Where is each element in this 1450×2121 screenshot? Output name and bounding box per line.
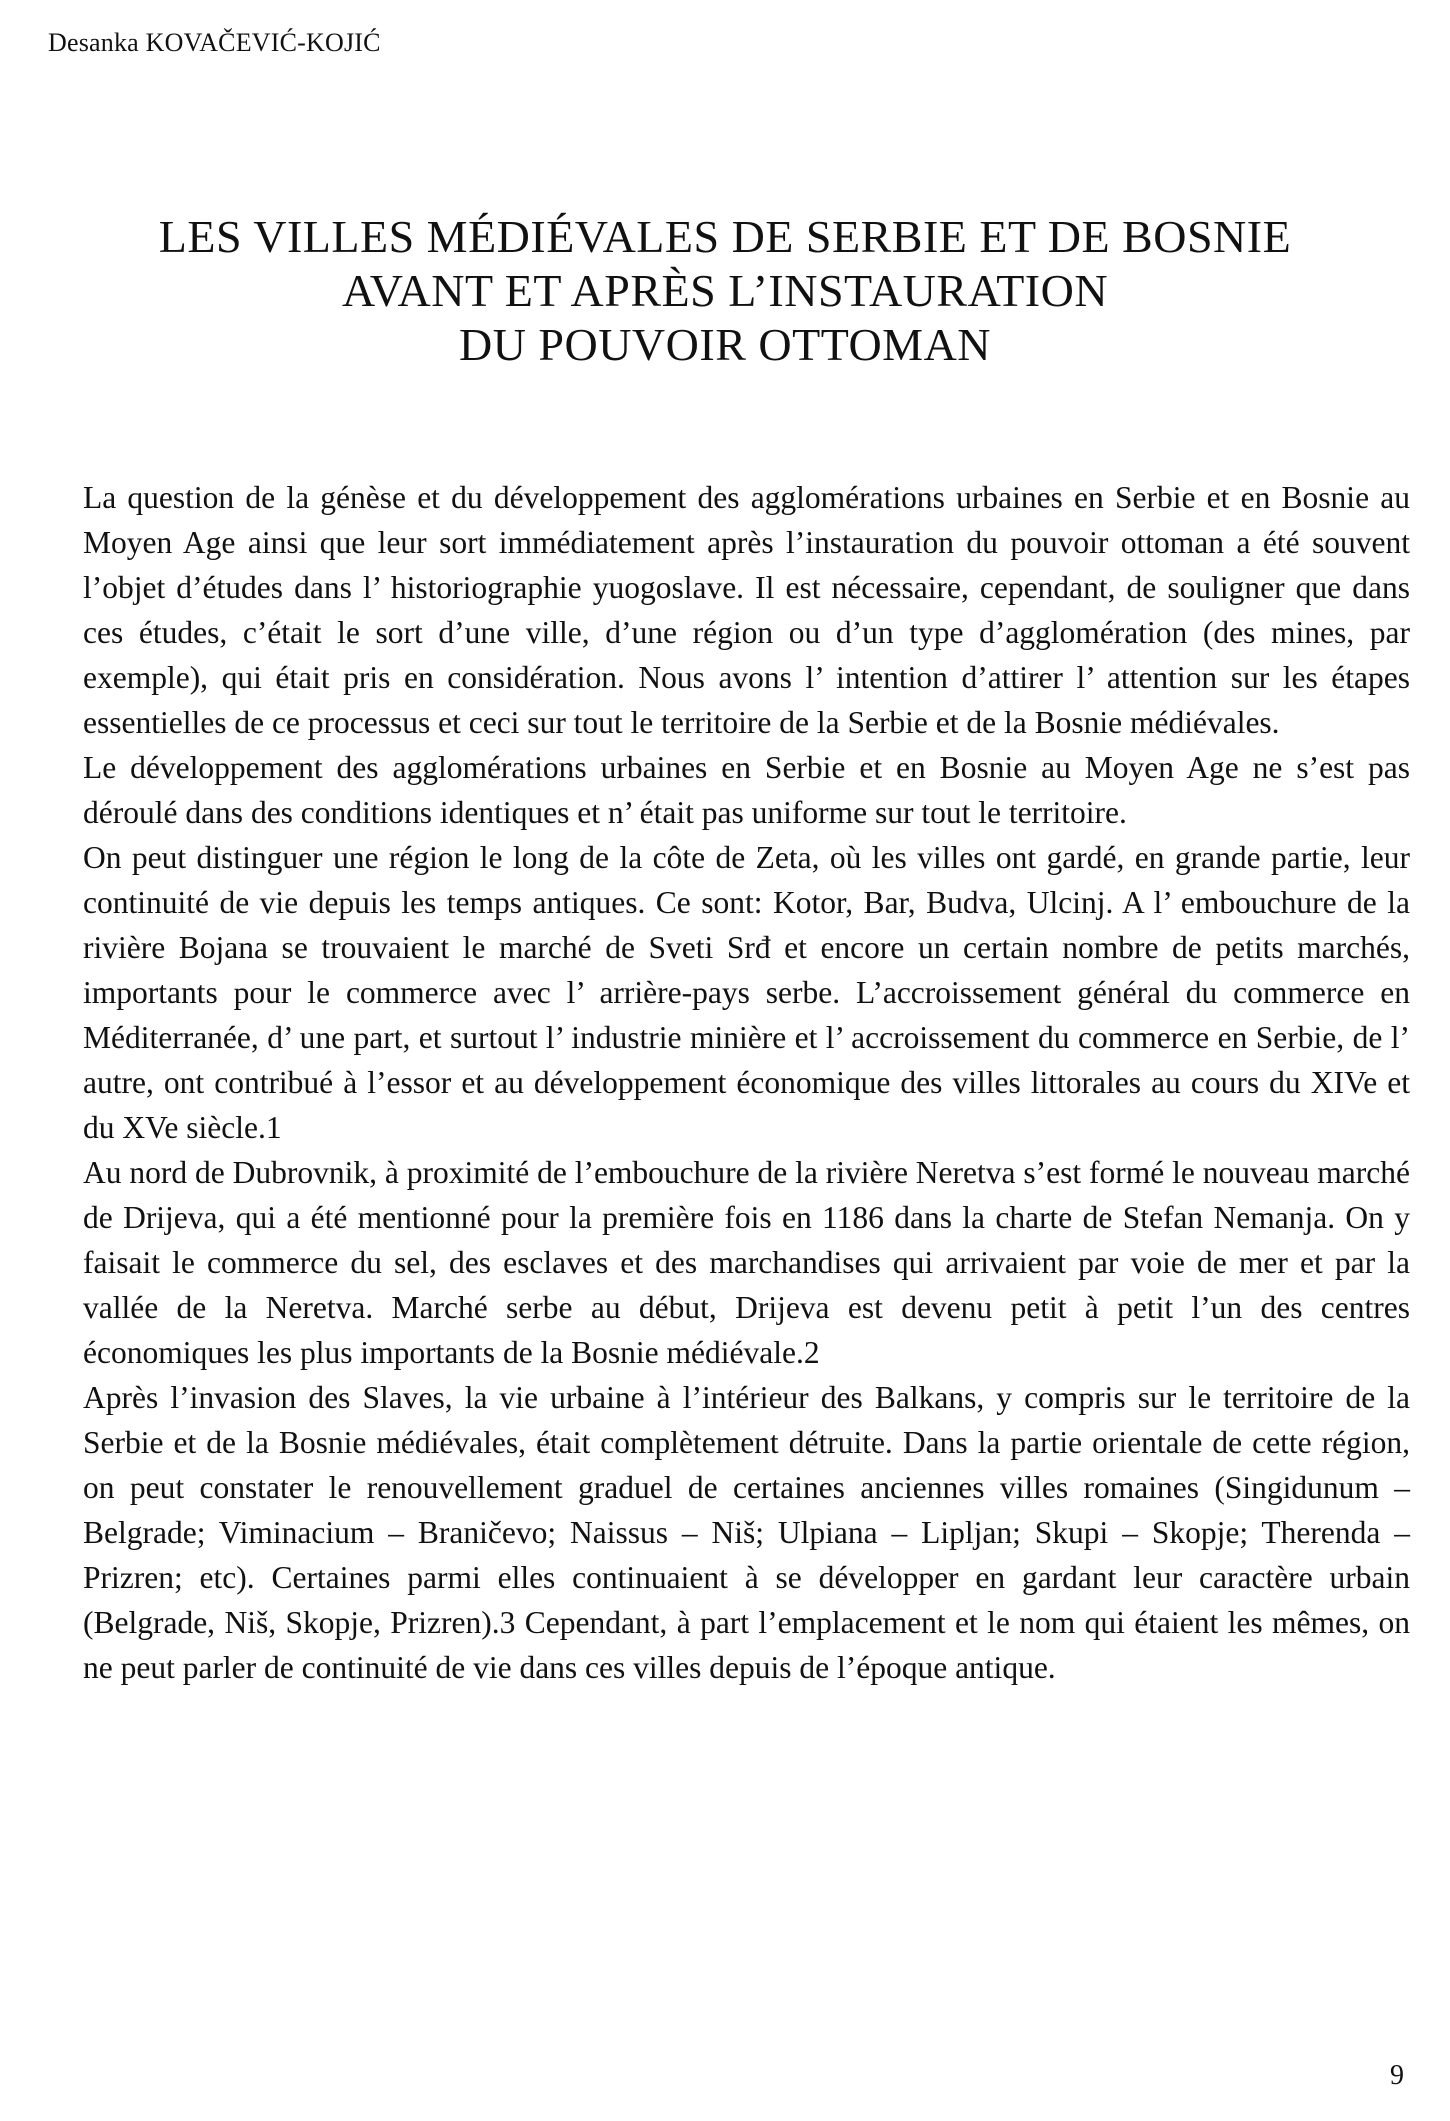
- title-line-3: DU POUVOIR OTTOMAN: [458, 319, 992, 370]
- page-number: 9: [1390, 2060, 1404, 2091]
- paragraph-5: Après l’invasion des Slaves, la vie urbaine à l’intérieur des Balkans, y compris sur le territoire de la Serbie et de la Bosnie médiévales, était complètement détruite. Dans la partie orientale de cette région, on peut constater le renouvellement graduel de certaines anciennes villes romaines (Singidunum – Belgrade; Viminacium – Braničevo; Naissus – Niš; Ulpiana – Lipljan; Skupi – Skopje; Therenda – Prizren; etc). Certaines parmi elles continuaient à se développer en gardant leur caractère urbain (Belgrade, Niš, Skopje, Prizren).3 Cependant, à part l’emplacement et le nom qui étaient les mêmes, on ne peut parler de continuité de vie dans ces villes depuis de l’époque antique.: [83, 1380, 1410, 1685]
- paragraph-2: Le développement des agglomérations urbaines en Serbie et en Bosnie au Moyen Age ne s’est pas déroulé dans des conditions identiques et n’ était pas uniforme sur tout le territoire.: [83, 750, 1410, 830]
- article-body: [83, 475, 1410, 1690]
- title-line-1: LES VILLES MÉDIÉVALES DE SERBIE ET DE BOSNIE: [158, 211, 1292, 262]
- title-line-2: AVANT ET APRÈS L’INSTAURATION: [341, 265, 1109, 316]
- paragraph-3: On peut distinguer une région le long de la côte de Zeta, où les villes ont gardé, en grande partie, leur continuité de vie depuis les temps antiques. Ce sont: Kotor, Bar, Budva, Ulcinj. A l’ embouchure de la rivière Bojana se trouvaient le marché de Sveti Srđ et encore un certain nombre de petits marchés, importants pour le commerce avec l’ arrière-pays serbe. L’accroissement général du commerce en Méditerranée, d’ une part, et surtout l’ industrie minière et l’ accroissement du commerce en Serbie, de l’ autre, ont contribué à l’essor et au développement économique des villes littorales au cours du XIVe et du XVe siècle.1: [83, 840, 1410, 1145]
- paragraph-4: Au nord de Dubrovnik, à proximité de l’embouchure de la rivière Neretva s’est formé le nouveau marché de Drijeva, qui a été mentionné pour la première fois en 1186 dans la charte de Stefan Nemanja. On y faisait le commerce du sel, des esclaves et des marchandises qui arrivaient par voie de mer et par la vallée de la Neretva. Marché serbe au début, Drijeva est devenu petit à petit l’un des centres économiques les plus importants de la Bosnie médiévale.2: [83, 1155, 1410, 1370]
- author-name: Desanka KOVAČEVIĆ-KOJIĆ: [48, 28, 381, 57]
- paragraph-1: La question de la génèse et du développement des agglomérations urbaines en Serbie et en Bosnie au Moyen Age ainsi que leur sort immédiatement après l’instauration du pouvoir ottoman a été souvent l’objet d’études dans l’ historiographie yuogoslave. Il est nécessaire, cependant, de souligner que dans ces études, c’était le sort d’une ville, d’une région ou d’un type d’agglomération (des mines, par exemple), qui était pris en considération. Nous avons l’ intention d’attirer l’ attention sur les étapes essentielles de ce processus et ceci sur tout le territoire de la Serbie et de la Bosnie médiévales.: [83, 480, 1410, 740]
- article-title: [60, 210, 1390, 372]
